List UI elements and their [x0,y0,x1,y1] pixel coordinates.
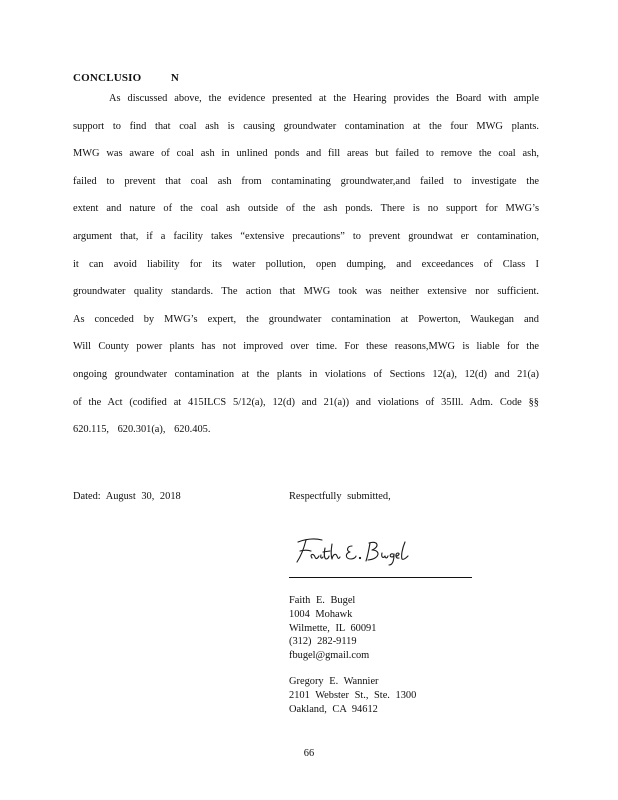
signer-address-block [289,594,376,663]
paragraph-line: ongoing groundwater contamination at the plants in violations of Sections 12(a), 12(d) and 21(a) [73,368,539,380]
dated-line: Dated: August 30, 2018 [73,491,181,502]
paragraph-line: failed to prevent that coal ash from contaminating groundwater,and failed to investigate the [73,175,539,187]
signer-street: 1004 Mohawk [289,608,353,620]
paragraph-line: of the Act (codified at 415ILCS 5/12(a), 12(d) and 21(a)) and violations of 35Ill. Adm. Code §§ [73,396,539,408]
paragraph-line: Will County power plants has not improved over time. For these reasons,MWG is liable for the [73,341,539,353]
paragraph-line: support to find that coal ash is causing groundwater contamination at the four MWG plants. [73,120,539,132]
signer-name: Faith E. Bugel [289,595,356,606]
paragraph-line: groundwater quality standards. The action that MWG took was neither extensive nor sufficient. [73,286,539,298]
page-number: 66 [303,748,315,759]
signer-phone: (312) 282-9119 [289,636,357,648]
co-counsel-street: 2101 Webster St., Ste. 1300 [289,689,417,701]
paragraph-line: As conceded by MWG’s expert, the groundwater contamination at Powerton, Waukegan and [73,313,539,325]
conclusion-paragraph [73,90,539,449]
closing-line: Respectfully submitted, [289,491,391,502]
signer-city: Wilmette, IL 60091 [289,622,377,634]
co-counsel-address-block [289,675,416,716]
paragraph-line: argument that, if a facility takes “extensive precautions” to prevent groundwat er contamination, [73,230,539,242]
paragraph-line: it can avoid liability for its water pollution, open dumping, and exceedances of Class I [73,258,539,270]
paragraph-line: MWG was aware of coal ash in unlined ponds and fill areas but failed to remove the coal ash, [73,148,539,160]
paragraph-line: As discussed above, the evidence presented at the Hearing provides the Board with ample [109,93,539,104]
paragraph-line: extent and nature of the coal ash outside of the ash ponds. There is no support for MWG’s [73,203,539,215]
paragraph-line: 620.115, 620.301(a), 620.405. [73,424,211,436]
signer-email: fbugel@gmail.com [289,650,370,662]
signature-line [289,577,472,578]
co-counsel-city: Oakland, CA 94612 [289,703,378,715]
handwritten-signature [292,534,422,568]
co-counsel-name: Gregory E. Wannier [289,676,379,687]
section-heading: CONCLUSIO N [73,72,180,84]
